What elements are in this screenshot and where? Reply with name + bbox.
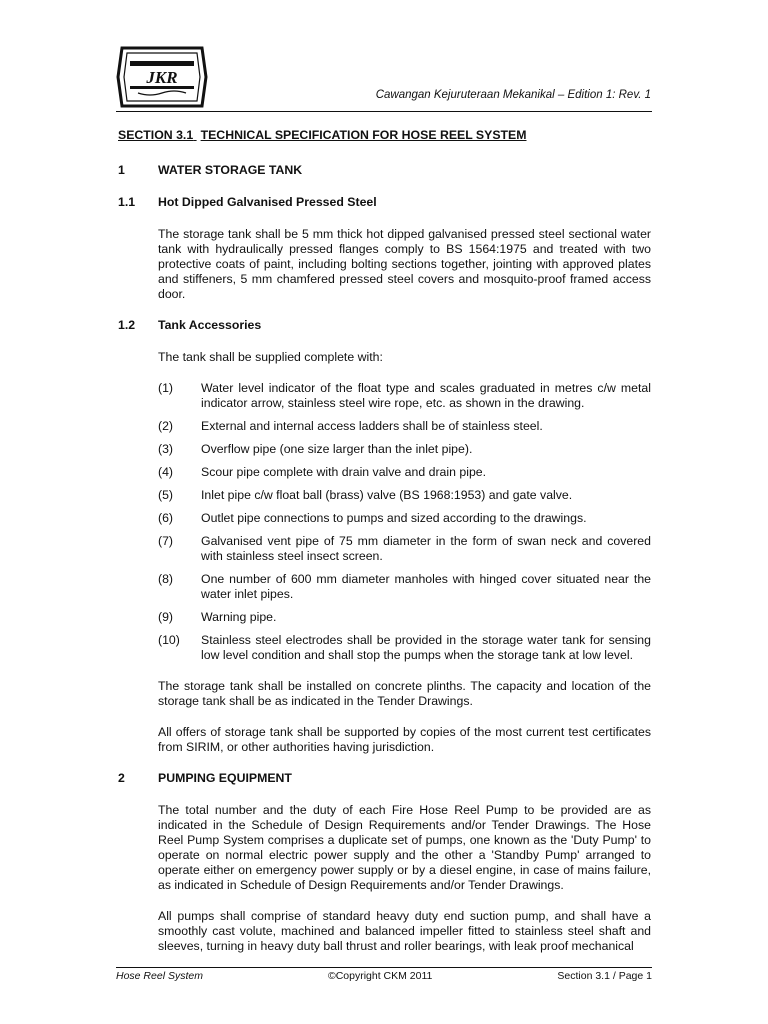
item-text: Water level indicator of the float type and scales graduated in metres c/w metal indicator arrow, stainless steel wire rope, etc. as shown in the drawing. [201, 381, 651, 410]
paragraph: The storage tank shall be installed on concrete plinths. The capacity and location of the storage tank shall be as indicated in the Tender Drawings. [158, 679, 651, 708]
item-number: (1) [158, 381, 174, 395]
section-number: SECTION 3.1 [118, 128, 194, 142]
header-divider [116, 111, 652, 112]
paragraph: The storage tank shall be 5 mm thick hot dipped galvanised pressed steel sectional water tank with hydraulically pressed flanges comply to BS 1564:1975 and treated with two protective coats of paint, including bolting sections together, jointing with approved plates and stiffeners, 5 mm chamfered pressed steel covers and mosquito-proof framed access door. [158, 227, 651, 301]
item-text: Galvanised vent pipe of 75 mm diameter in the form of swan neck and covered with stainless steel insect screen. [201, 534, 651, 563]
accessories-list [158, 381, 651, 663]
footer-divider [116, 967, 652, 968]
paragraph: The tank shall be supplied complete with: [158, 350, 383, 364]
item-number: (7) [158, 534, 174, 548]
list-item [158, 572, 651, 602]
item-text: One number of 600 mm diameter manholes with hinged cover situated near the water inlet pipes. [201, 572, 651, 601]
section-heading: TECHNICAL SPECIFICATION FOR HOSE REEL SYSTEM [200, 128, 527, 142]
item-number: (3) [158, 442, 174, 456]
heading-1-2 [118, 318, 651, 333]
footer [116, 970, 652, 982]
heading-number: 1 [118, 163, 125, 177]
list-item [158, 442, 651, 457]
item-text: Inlet pipe c/w float ball (brass) valve (BS 1968:1953) and gate valve. [201, 488, 573, 502]
list-item [158, 465, 651, 480]
heading-number: 1.1 [118, 195, 136, 209]
item-number: (2) [158, 419, 174, 433]
footer-document-name: Hose Reel System [116, 970, 203, 982]
list-item [158, 381, 651, 411]
svg-text:JKR: JKR [146, 68, 178, 87]
item-text: Outlet pipe connections to pumps and sized according to the drawings. [201, 511, 587, 525]
list-item [158, 534, 651, 564]
footer-page-number: Section 3.1 / Page 1 [557, 970, 652, 982]
item-text: Scour pipe complete with drain valve and drain pipe. [201, 465, 487, 479]
heading-number: 1.2 [118, 318, 136, 332]
header-edition: Cawangan Kejuruteraan Mekanikal – Edition 1: Rev. 1 [375, 89, 651, 101]
heading-2 [118, 771, 651, 786]
item-text: Overflow pipe (one size larger than the inlet pipe). [201, 442, 473, 456]
item-number: (9) [158, 610, 174, 624]
item-number: (4) [158, 465, 174, 479]
heading-text: Tank Accessories [158, 318, 262, 332]
list-item [158, 419, 651, 434]
item-text: External and internal access ladders shall be of stainless steel. [201, 419, 543, 433]
item-text: Warning pipe. [201, 610, 277, 624]
document-body [118, 128, 651, 970]
heading-text: PUMPING EQUIPMENT [158, 771, 292, 785]
paragraph: All pumps shall comprise of standard heavy duty end suction pump, and shall have a smoothly cast volute, machined and balanced impeller fitted to stainless steel shaft and sleeves, turning in heavy duty ball thrust and roller bearings, with leak proof mechanical [158, 909, 651, 953]
item-number: (5) [158, 488, 174, 502]
list-item [158, 511, 651, 526]
item-number: (8) [158, 572, 174, 586]
paragraph: All offers of storage tank shall be supported by copies of the most current test certificates from SIRIM, or other authorities having jurisdiction. [158, 725, 651, 754]
section-title [118, 128, 651, 143]
paragraph: The total number and the duty of each Fire Hose Reel Pump to be provided are as indicated in the Schedule of Design Requirements and/or Tender Drawings. The Hose Reel Pump System comprises a duplicate set of pumps, one known as the 'Duty Pump' to operate on normal electric power supply and the other a 'Standby Pump' arranged to operate either on emergency power supply or by a diesel engine, in case of mains failure, as indicated in Schedule of Design Requirements and/or Tender Drawings. [158, 803, 651, 892]
heading-text: Hot Dipped Galvanised Pressed Steel [158, 195, 377, 209]
heading-1 [118, 163, 651, 178]
heading-text: WATER STORAGE TANK [158, 163, 303, 177]
item-number: (10) [158, 633, 180, 647]
heading-number: 2 [118, 771, 125, 785]
heading-1-1 [118, 195, 651, 210]
item-text: Stainless steel electrodes shall be provided in the storage water tank for sensing low level condition and shall stop the pumps when the storage tank at low level. [201, 633, 651, 662]
item-number: (6) [158, 511, 174, 525]
list-item [158, 610, 651, 625]
jkr-logo [116, 46, 208, 108]
list-item [158, 633, 651, 663]
list-item [158, 488, 651, 503]
footer-copyright: ©Copyright CKM 2011 [327, 970, 433, 982]
